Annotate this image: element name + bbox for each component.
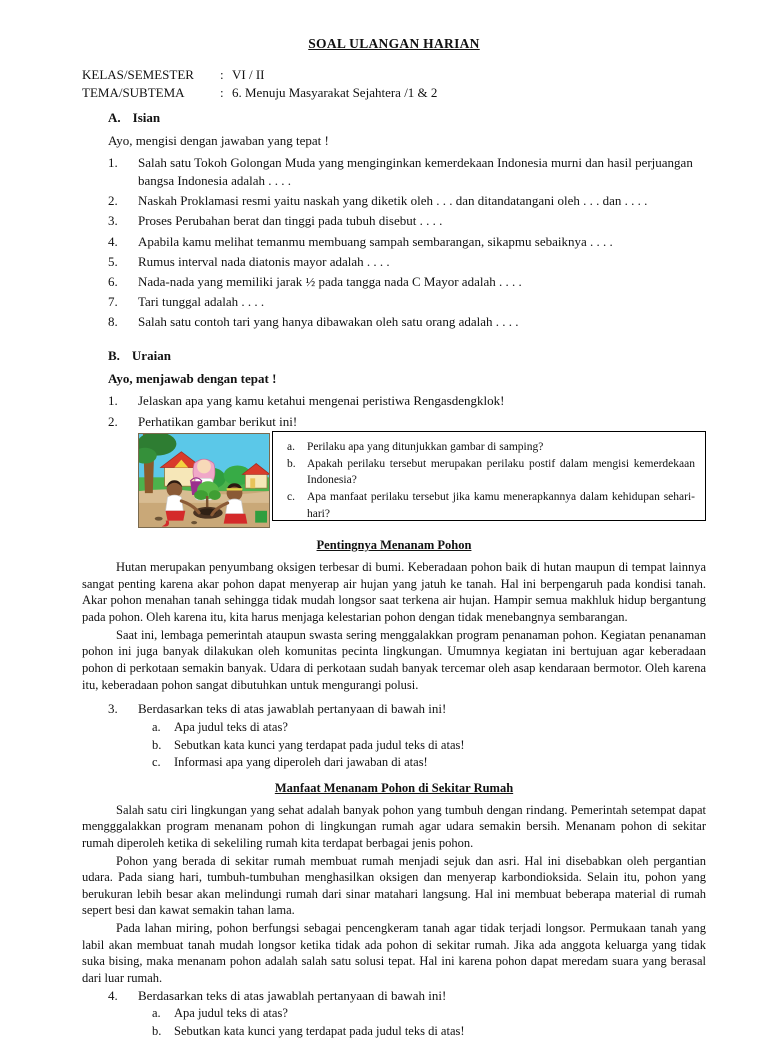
item-text: Salah satu contoh tari yang hanya dibawakan oleh satu orang adalah . . . . [138, 314, 519, 329]
item-text: Jelaskan apa yang kamu ketahui mengenai peristiwa Rengasdengklok! [138, 393, 504, 408]
item-letter: b. [152, 1023, 161, 1040]
section-b-instruction: Ayo, menjawab dengan tepat ! [108, 371, 706, 387]
item-letter: c. [152, 754, 161, 771]
item-text: Naskah Proklamasi resmi yaitu naskah yang diketik oleh . . . dan ditandatangani oleh . . . dan . . . . [138, 193, 647, 208]
item-number: 2. [108, 192, 130, 210]
item-letter: a. [152, 719, 161, 736]
section-a-instruction: Ayo, mengisi dengan jawaban yang tepat ! [108, 133, 706, 149]
passage-2-paragraph: Pada lahan miring, pohon berfungsi sebagai pencengkeram tanah agar tidak terjadi longsor. Permukaan tanah yang labil akan membuat tanah mudah longsor ketika tidak ada pohon di sekitar rumah. Jika ada anggota keluarga yang tidak suka bising, maka menanam pohon adalah salah satu solusi tepat. Hal ini karena pohon dapat meredam suara yang berasal dari luar rumah. [82, 920, 706, 987]
list-item [108, 212, 706, 230]
item-letter: b. [287, 456, 296, 472]
item-letter: a. [152, 1005, 161, 1022]
item-number: 1. [108, 392, 130, 410]
item-text: Apabila kamu melihat temanmu membuang sampah sembarangan, sikapmu sebaiknya . . . . [138, 234, 613, 249]
list-item [152, 1023, 706, 1040]
passage-2-title: Manfaat Menanam Pohon di Sekitar Rumah [82, 781, 706, 796]
item-number: 3. [108, 700, 130, 718]
meta-colon-tema: : [220, 84, 232, 102]
item-text: Perhatikan gambar berikut ini! [138, 414, 297, 429]
meta-colon-kelas: : [220, 66, 232, 84]
meta-value-kelas: VI / II [232, 66, 437, 84]
section-a-heading [108, 110, 706, 126]
question-3-block [82, 700, 706, 771]
item-number: 3. [108, 212, 130, 230]
meta-value-tema: 6. Menuju Masyarakat Sejahtera /1 & 2 [232, 84, 437, 102]
list-item [152, 754, 706, 771]
item-text: Sebutkan kata kunci yang terdapat pada judul teks di atas! [174, 1024, 465, 1038]
passage-1-paragraph: Hutan merupakan penyumbang oksigen terbesar di bumi. Keberadaan pohon baik di hutan maupun di tempat lainnya sangat penting karena akar pohon dapat menyerap air hujan yang jatuh ke tanah. Hal ini berpengaruh pada kondisi tanah. Akar pohon menahan tanah sehingga tidak mudah longsor saat terkena air hujan. Hampir semua makhluk hidup bergantung pada pohon. Oleh karena itu, kita harus menjaga kelestarian pohon dengan tidak menebangnya sembarangan. [82, 559, 706, 626]
list-item [108, 700, 706, 771]
list-item [108, 253, 706, 271]
section-a-letter: A. [108, 110, 121, 125]
section-a-list [108, 154, 706, 331]
list-item [152, 737, 706, 754]
section-b-letter: B. [108, 348, 120, 363]
question-4-subitems [152, 1005, 706, 1040]
list-item [108, 273, 706, 291]
item-letter: a. [287, 439, 295, 455]
list-item [108, 987, 706, 1040]
passage-2-paragraph: Pohon yang berada di sekitar rumah membuat rumah menjadi sejuk dan asri. Hal ini disebabkan oleh pergantian udara. Pada siang hari, tumbuh-tumbuhan menghasilkan oksigen dan menyerap karbondioksida. Selain itu, pohon yang berukuran lebih besar akan melindungi rumah dari sinar matahari langsung. Hal ini membuat beberapa material di rumah sepert besi dan kawat semakin tahan lama. [82, 853, 706, 920]
section-b-title: Uraian [132, 348, 171, 363]
section-a-title: Isian [133, 110, 160, 125]
list-item [287, 439, 695, 455]
list-item [287, 489, 695, 522]
figure-question-list [287, 439, 695, 522]
item-text: Rumus interval nada diatonis mayor adalah . . . . [138, 254, 390, 269]
item-text: Tari tunggal adalah . . . . [138, 294, 264, 309]
meta-row-tema [82, 84, 437, 102]
item-text: Berdasarkan teks di atas jawablah pertanyaan di bawah ini! [138, 701, 446, 716]
document-meta [82, 66, 437, 102]
item-number: 4. [108, 987, 130, 1005]
list-item [108, 293, 706, 311]
item-text: Sebutkan kata kunci yang terdapat pada judul teks di atas! [174, 738, 465, 752]
item-text: Berdasarkan teks di atas jawablah pertanyaan di bawah ini! [138, 988, 446, 1003]
list-item [108, 233, 706, 251]
item-text: Nada-nada yang memiliki jarak ½ pada tangga nada C Mayor adalah . . . . [138, 274, 522, 289]
figure-question-row [138, 431, 706, 529]
item-number: 1. [108, 154, 130, 172]
list-item [108, 192, 706, 210]
item-number: 6. [108, 273, 130, 291]
tree-planting-illustration [138, 433, 270, 528]
list-item [108, 154, 706, 189]
page-title: SOAL ULANGAN HARIAN [82, 36, 706, 52]
item-number: 4. [108, 233, 130, 251]
meta-label-kelas: KELAS/SEMESTER [82, 66, 220, 84]
item-text: Apa judul teks di atas? [174, 720, 288, 734]
list-item [287, 456, 695, 489]
item-letter: c. [287, 489, 295, 505]
passage-2-paragraph: Salah satu ciri lingkungan yang sehat adalah banyak pohon yang tumbuh dengan rindang. Pemerintah setempat dapat mengggalakkan program menanam pohon di lingkungan rumah agar udara semakin bersih. Menanam pohon di sekitar rumah diperoleh ketika di sekeliling rumah kita terdapat berbagai jenis pohon. [82, 802, 706, 852]
question-3-subitems [152, 719, 706, 772]
meta-row-kelas [82, 66, 437, 84]
question-3-list [108, 700, 706, 771]
item-letter: b. [152, 737, 161, 754]
item-number: 2. [108, 413, 130, 431]
section-b-list [108, 392, 706, 430]
item-text: Apa manfaat perilaku tersebut jika kamu menerapkannya dalam kehidupan sehari-hari? [307, 491, 695, 519]
list-item [152, 1005, 706, 1022]
passage-1-title: Pentingnya Menanam Pohon [82, 538, 706, 553]
item-text: Perilaku apa yang ditunjukkan gambar di samping? [307, 441, 543, 453]
item-number: 8. [108, 313, 130, 331]
item-text: Apakah perilaku tersebut merupakan perilaku postif dalam mengisi kemerdekaan Indonesia? [307, 458, 695, 486]
list-item [152, 719, 706, 736]
item-number: 5. [108, 253, 130, 271]
figure-question-box [272, 431, 706, 521]
question-4-list [108, 987, 706, 1040]
item-text: Informasi apa yang diperoleh dari jawaban di atas! [174, 755, 428, 769]
item-text: Proses Perubahan berat dan tinggi pada tubuh disebut . . . . [138, 213, 442, 228]
item-number: 7. [108, 293, 130, 311]
meta-label-tema: TEMA/SUBTEMA [82, 84, 220, 102]
list-item [108, 392, 706, 410]
list-item [108, 413, 706, 431]
section-b-heading [108, 348, 706, 364]
passage-1-paragraph: Saat ini, lembaga pemerintah ataupun swasta sering menggalakkan program penanaman pohon. Kegiatan penanaman pohon ini juga banyak dilakukan oleh komunitas pecinta lingkungan. Umumnya kegiatan ini bertujuan agar keberadaan pohon di perkotaan semakin banyak. Udara di perkotaan sudah banyak tercemar oleh asap kendaraan bermotor. Oleh karena itu, keberadaan pohon sangat dibutuhkan untuk mengurangi polusi. [82, 627, 706, 694]
question-4-block [82, 987, 706, 1040]
illustration-scene [139, 434, 269, 528]
item-text: Salah satu Tokoh Golongan Muda yang menginginkan kemerdekaan Indonesia murni dan hasil perjuangan bangsa Indonesia adalah . . . . [138, 155, 693, 188]
item-text: Apa judul teks di atas? [174, 1006, 288, 1020]
list-item [108, 313, 706, 331]
